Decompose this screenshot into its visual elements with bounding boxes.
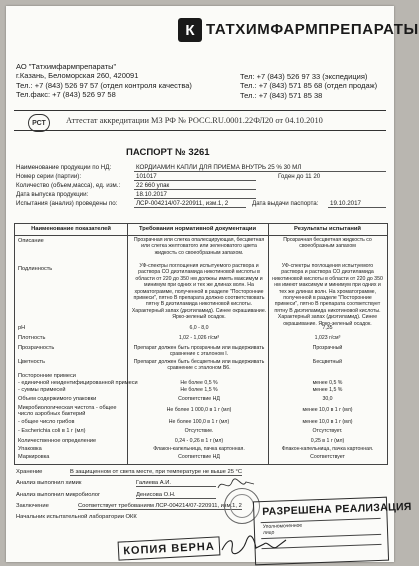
divider	[14, 130, 386, 131]
passport-title: ПАСПОРТ № 3261	[126, 147, 210, 158]
row-indicator: Микробиологическая чистота - общее число аэробных бактерий	[18, 405, 117, 418]
signature-icon	[216, 476, 256, 494]
table-divider	[15, 235, 387, 236]
conclusion-label: Заключение	[16, 503, 49, 509]
divider	[14, 110, 386, 111]
row-requirement: Соответствие НД	[178, 454, 220, 460]
row-indicator: Объем содержимого упаковки	[18, 396, 97, 402]
passport-date-label: Дата выдачи паспорта:	[252, 200, 319, 207]
passport-document	[6, 6, 419, 562]
company-logo-icon: К	[178, 18, 202, 42]
table-header: Результаты испытаний	[294, 226, 361, 232]
row-result: УФ-спектры поглощения испытуемого раствора и раствора СО диэтиламида никотиновой кислоты в области от 220 до 350 нм имеют максимум и минимум при одних и тех же длинах волн. На хроматограмме, полученной в разделе "Посторонние примеси", пятно В препарата соответствует пятну В диэтиламида никотиновой кислоты. Характерный запах (диэтиламид). Синее окрашивание. Ярко-зеленый осадок.	[272, 263, 383, 327]
row-result: 1,023 г/см³	[314, 335, 341, 341]
row-requirement: Не более 1 000,0 в 1 г (мл)	[166, 407, 232, 413]
chemist-label: Анализ выполнил химик	[16, 480, 82, 486]
tests-value: ЛСР-004214/07-220911, изм.1, 2	[134, 200, 246, 208]
row-result: 0,25 в 1 г (мл)	[310, 438, 345, 444]
row-requirement: Не более 1,5 %	[180, 387, 218, 393]
row-result: менее 10,0 в 1 г (мл)	[302, 419, 353, 425]
row-indicator: Маркировка	[18, 454, 50, 460]
series-label: Номер серии (партии):	[16, 173, 82, 180]
row-indicator: Описание	[18, 238, 44, 244]
row-indicator: - общее число грибов	[18, 419, 75, 425]
quantity-label: Количество (объем,масса), ед. изм.:	[16, 182, 121, 189]
row-indicator: pH	[18, 325, 26, 331]
storage-text: В защищенном от света месте, при температуре не выше 25 °С	[70, 469, 243, 475]
chemist-name: Галиева А.И.	[136, 480, 216, 487]
row-requirement: Соответствие НД	[178, 396, 220, 402]
row-requirement: Флакон-капельница, пачка картонная.	[153, 446, 245, 452]
stamp-divider	[261, 518, 381, 523]
row-requirement: Не более 100,0 в 1 г (мл)	[168, 419, 230, 425]
row-result: Флакон-капельница, пачка картонная.	[281, 446, 374, 452]
rst-certification-icon: РСТ	[28, 114, 50, 132]
contact-line: Тел.: +7 (843) 571 85 38	[240, 90, 323, 100]
table-divider	[268, 224, 269, 464]
row-indicator: Подлинность	[18, 266, 53, 272]
lab-head-label: Начальник испытательной лаборатории ОКК	[16, 514, 137, 520]
company-fax: Тел.факс: +7 (843) 526 97 58	[16, 89, 116, 99]
release-date-value: 18.10.2017	[134, 191, 256, 199]
valid-until-label: Годен до 11 20	[278, 173, 321, 180]
table-divider	[127, 224, 128, 464]
microbiologist-name: Денисова О.Н.	[136, 492, 216, 499]
conclusion-text: Соответствует требованиям ЛСР-004214/07-220911, изм.1, 2	[78, 503, 242, 509]
row-requirement: УФ-спектры поглощения испытуемого раствора и раствора СО диэтиламида никотиновой кислоты в области от 220 до 350 нм должны иметь максимум и минимум при одних и тех же длинах волн. На хроматограмме, полученной в разделе "Посторонние примеси", пятно В препарата должно соответствовать пятну В диэтиламида никотиновой кислоты. Характерный запах (диэтиламид). Синее окрашивание. Ярко-зеленый осадок.	[131, 263, 267, 321]
row-result: Прозрачная бесцветная жидкость со своеобразным запахом	[283, 237, 372, 250]
row-requirement: Отсутствие.	[184, 428, 214, 434]
company-name: АО "Татхимфармпрепараты"	[16, 62, 117, 71]
storage-label: Хранение	[16, 469, 43, 475]
contact-line: Тел.: +7 (843) 571 85 68 (отдел продаж)	[240, 81, 378, 91]
company-tel-quality: Тел.: +7 (843) 526 97 57 (отдел контроля качества)	[16, 80, 192, 90]
row-requirement: Не более 0,5 %	[180, 380, 218, 386]
quantity-value: 22 660 упак	[134, 182, 256, 190]
company-contacts	[240, 72, 377, 100]
table-header: Наименование показателей	[31, 226, 111, 232]
brand-name: ТАТХИМФАРМПРЕПАРАТЫ	[206, 21, 419, 38]
row-indicator: Упаковка	[18, 446, 42, 452]
copy-verified-stamp: КОПИЯ ВЕРНА	[118, 536, 221, 560]
release-date-label: Дата выпуска продукции:	[16, 191, 89, 198]
row-indicator: - Escherichia coli в 1 г (мл)	[18, 428, 86, 434]
row-result: Соответствует	[310, 454, 345, 460]
row-indicator: Количественное определение	[18, 438, 97, 444]
product-name-value: КОРДИАМИН КАПЛИ ДЛЯ ПРИЕМА ВНУТРЬ 25 % 30 МЛ	[134, 164, 386, 172]
row-indicator: Плотность	[18, 335, 46, 341]
row-result: 7,35	[322, 325, 333, 331]
row-indicator: - единичной неидентифицированной примеси	[18, 380, 138, 386]
row-result: менее 0,5 %	[312, 380, 343, 386]
accreditation-line: Аттестат аккредитации МЗ РФ № РОСС.RU.0001.22ФЛ20 от 04.10.2010	[66, 116, 323, 125]
row-indicator: Прозрачность	[18, 345, 55, 351]
row-indicator: - суммы примесей	[18, 387, 66, 393]
company-address-block	[16, 62, 192, 99]
row-requirement: 1,02 - 1,026 г/см³	[178, 335, 220, 341]
row-indicator: Посторонние примеси	[18, 373, 76, 379]
release-stamp-title: РАЗРЕШЕНА РЕАЛИЗАЦИЯ	[262, 500, 412, 519]
row-requirement: Препарат должен быть бесцветным или выдерживать сравнение с эталоном В6.	[133, 359, 265, 372]
stamp-line: лицо	[262, 529, 275, 537]
table-header: Требования нормативной документации	[138, 226, 257, 232]
row-result: менее 10,0 в 1 г (мл)	[302, 407, 353, 413]
row-requirement: 0,24 - 0,26 в 1 г (мл)	[174, 438, 224, 444]
row-result: 30,0	[322, 396, 333, 402]
row-result: Прозрачный	[312, 345, 343, 351]
signature-icon	[220, 534, 290, 556]
row-result: Отсутствует.	[312, 428, 343, 434]
stamp-line: Уполномоченное	[262, 522, 303, 531]
company-address: г.Казань, Беломорская 260, 420091	[16, 71, 139, 81]
row-result: менее 1,5 %	[312, 387, 343, 393]
row-requirement: 6,0 - 8,0	[189, 325, 209, 331]
product-name-label: Наименование продукции по НД:	[16, 164, 112, 171]
microbiologist-label: Анализ выполнил микробиолог	[16, 492, 101, 498]
series-value: 101017	[134, 173, 256, 181]
tests-label: Испытания (анализ) проведены по:	[16, 200, 118, 207]
row-requirement: Прозрачная или слегка опалесцирующая, бесцветная или слегка желтоватого или зеленоватого цвета жидкость со своеобразным запахом.	[133, 237, 265, 256]
row-indicator: Цветность	[18, 359, 46, 365]
passport-date-value: 19.10.2017	[328, 200, 386, 208]
contact-line: Тел: +7 (843) 526 97 33 (экспедиция)	[240, 72, 368, 81]
test-results-table	[14, 223, 388, 465]
row-result: Бесцветный	[312, 359, 343, 365]
row-requirement: Препарат должен быть прозрачным или выдерживать сравнение с эталоном I.	[133, 345, 265, 358]
